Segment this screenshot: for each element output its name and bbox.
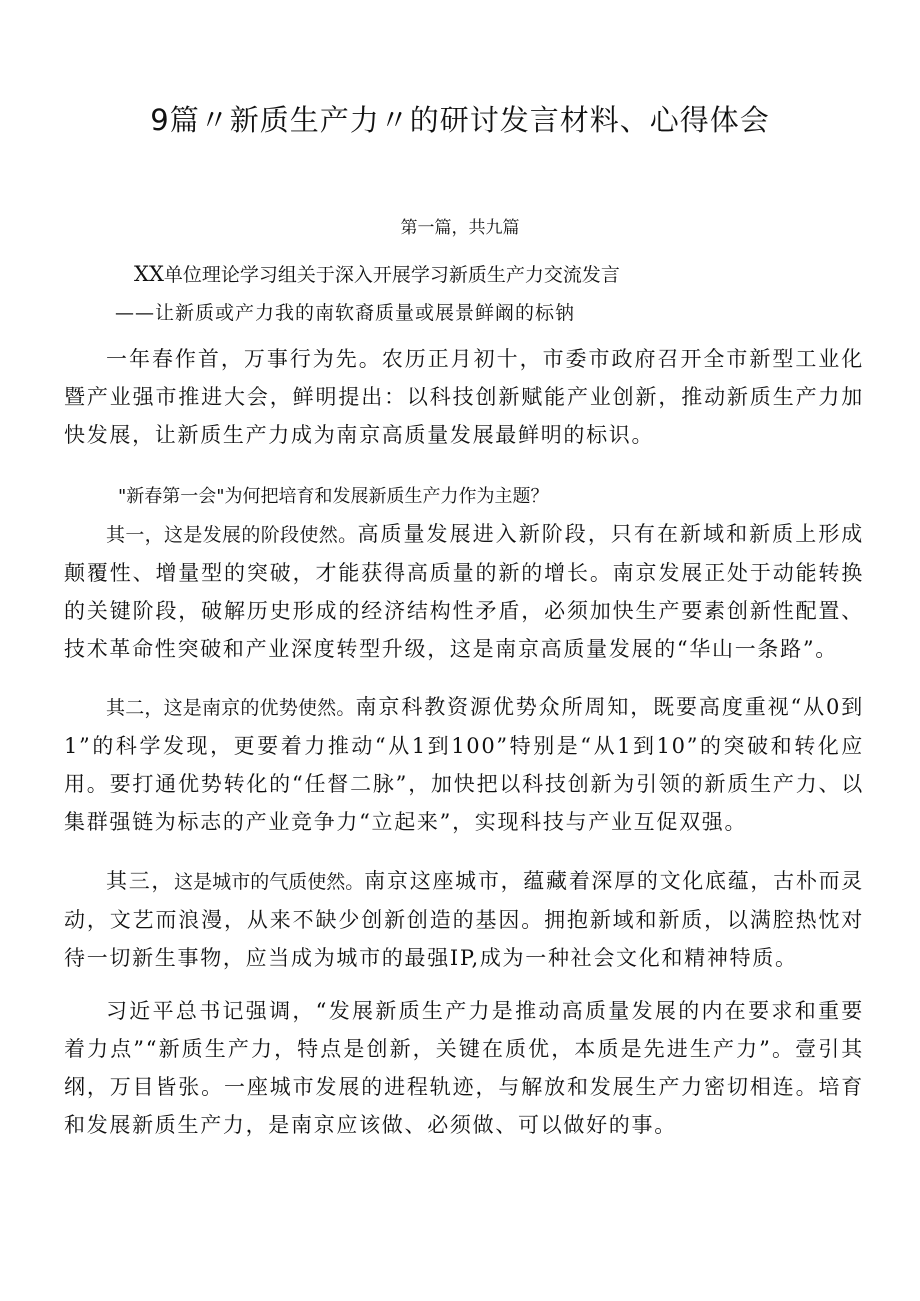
paragraph-question: "新春第一会"为何把培育和发展新质生产力作为主题？ bbox=[118, 486, 549, 507]
point-two-lead: 其二，这是南京的优势使然。 bbox=[106, 697, 356, 719]
sub-title-rest: 单位理论学习组关于深入开展学习新质生产力交流发言 bbox=[163, 264, 620, 286]
paragraph-quote: 习近平总书记强调，“发展新质生产力是推动高质量发展的内在要求和重要着力点”“新质生产力，特点是创新，关键在质优，本质是先进生产力”。壹引其纲，万目皆张。一座城市发展的进程轨迹，与解放和发展生产力密切相连。培育和发展新质生产力，是南京应该做、必须做、可以做好的事。 bbox=[64, 999, 864, 1137]
section-number: 第一篇，共九篇 bbox=[400, 218, 520, 238]
point-one-lead: 其一，这是发展的阶段使然。 bbox=[106, 524, 358, 546]
sub-title-prefix: XX bbox=[134, 262, 164, 286]
point-one-text: 高质量发展进入新阶段，只有在新域和新质上形成颠覆性、增量型的突破，才能获得高质量的新的增长。南京发展正处于动能转换的关键阶段，破解历史形成的经济结构性矛盾，必须加快生产要素创新性配置、技术革命性突破和产业深度转型升级，这是南京高质量发展的“华山一条路”。 bbox=[64, 522, 864, 661]
point-three-text: 南京这座城市，蕴藏着深厚的文化底蕴，古朴而灵动，文艺而浪漫，从来不缺少创新创造的基因。拥抱新域和新质，以满腔热忱对待一切新生事物，应当成为城市的最强IP,成为一种社会文化和精神特质。 bbox=[64, 869, 864, 970]
paragraph-point-one bbox=[64, 515, 864, 668]
sub-slogan: ——让新质或产力我的南软裔质量或展景鲜阚的标钠 bbox=[115, 302, 576, 324]
point-three-prefix: 其三， bbox=[106, 869, 175, 893]
document-title: 9篇〃新质生产力〃的研讨发言材料、心得体会 bbox=[150, 103, 770, 137]
sub-title bbox=[134, 260, 620, 289]
point-two-text: 南京科教资源优势众所周知，既要高度重视“从0到1”的科学发现，更要着力推动“从1到100”特别是“从1到10”的突破和转化应用。要打通优势转化的“任督二脉”，加快把以科技创新为引领的新质生产力、以集群强链为标志的产业竞争力“立起来”，实现科技与产业互促双强。 bbox=[64, 695, 864, 834]
point-three-lead: 这是城市的气质使然。 bbox=[174, 871, 365, 893]
paragraph-intro: 一年春作首，万事行为先。农历正月初十，市委市政府召开全市新型工业化暨产业强市推进大会，鲜明提出：以科技创新赋能产业创新，推动新质生产力加快发展，让新质生产力成为南京高质量发展最鲜明的标识。 bbox=[64, 347, 864, 447]
paragraph-point-three bbox=[64, 862, 864, 977]
paragraph-point-two bbox=[64, 688, 864, 841]
